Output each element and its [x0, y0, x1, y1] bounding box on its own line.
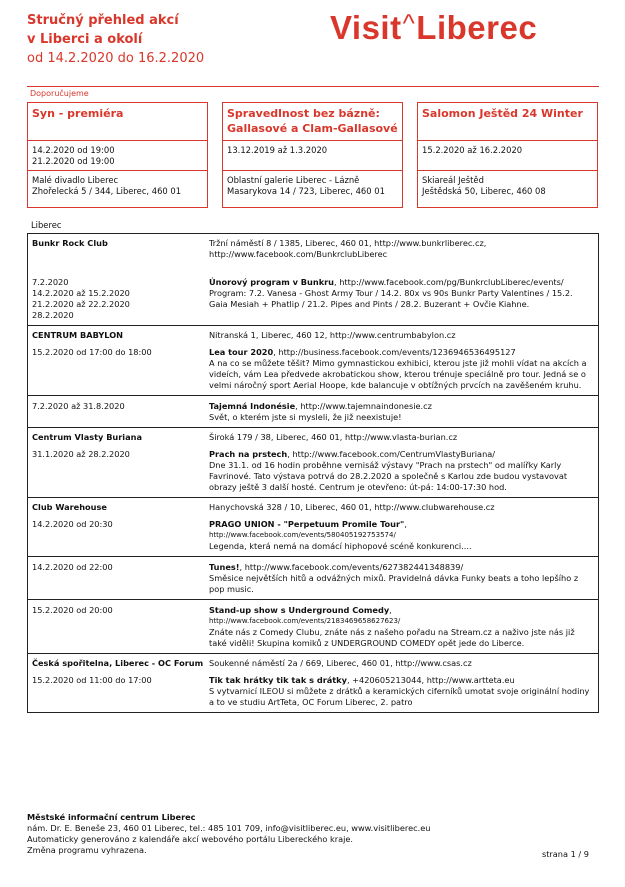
recommended-card — [222, 102, 403, 208]
venue-name: Club Warehouse — [32, 502, 107, 512]
event-info — [209, 675, 597, 708]
event-link: , — [389, 605, 392, 615]
event-row — [28, 263, 598, 325]
card-place: Malé divadlo Liberec Zhořelecká 5 / 344, Liberec, 460 01 — [32, 175, 182, 196]
venue-block — [28, 234, 598, 325]
venue-name: Centrum Vlasty Buriana — [32, 432, 142, 442]
event-row — [28, 344, 598, 395]
event-row — [28, 599, 598, 653]
event-info — [209, 401, 597, 423]
event-link: , http://www.facebook.com/events/627382441348839/ — [239, 562, 464, 572]
event-title: PRAGO UNION - "Perpetuum Promile Tour" — [209, 519, 405, 529]
event-title: Tajemná Indonésie — [209, 401, 296, 411]
venue-name: CENTRUM BABYLON — [32, 330, 124, 340]
date-range: od 14.2.2020 do 16.2.2020 — [27, 51, 205, 66]
venue-block — [28, 325, 598, 427]
event-title: Tik tak hrátky tik tak s drátky — [209, 675, 347, 685]
footer-address: nám. Dr. E. Beneše 23, 460 01 Liberec, tel.: 485 101 709, info@visitliberec.eu, www.visitliberec.eu — [27, 823, 431, 833]
footer-org: Městské informační centrum Liberec — [27, 812, 196, 822]
event-dates: 31.1.2020 až 28.2.2020 — [32, 449, 130, 459]
event-row — [28, 556, 598, 599]
event-description: Svět, o kterém jste si mysleli, že již neexistuje! — [209, 412, 402, 422]
venue-block — [28, 653, 598, 712]
venue-address: Hanychovská 328 / 10, Liberec, 460 01, http://www.clubwarehouse.cz — [209, 502, 495, 512]
venue-address: Široká 179 / 38, Liberec, 460 01, http://www.vlasta-burian.cz — [209, 432, 458, 442]
page-number: strana 1 / 9 — [541, 849, 589, 859]
event-title: Lea tour 2020 — [209, 347, 274, 357]
event-description: Směsice největších hitů a odvážných mixů. Pravidelná dávka Funky beats a toho lepšího z pop music. — [209, 573, 579, 594]
event-title: Stand-up show s Underground Comedy — [209, 605, 390, 615]
event-link: , http://www.tajemnaindonesie.cz — [295, 401, 432, 411]
event-link: , http://www.facebook.com/pg/BunkrclubLiberec/events/ — [334, 277, 564, 287]
event-row — [28, 446, 598, 497]
recommended-label: Doporučujeme — [30, 89, 89, 98]
event-dates: 14.2.2020 od 22:00 — [32, 562, 113, 572]
events-table — [27, 233, 599, 713]
footer — [27, 812, 599, 856]
visit-liberec-logo: Visit^Liberec — [330, 8, 538, 46]
event-description: Dne 31.1. od 16 hodin proběhne vernisáž výstavy "Prach na prstech" od malířky Karly Favrinové. Tato výstava potrvá do 28.2.2020 a společně s Karlou zde budou vystavovat obrazy ještě 3 další hosté. Centrum je otevřeno: út-pá: 14:00-17:30 hod. — [209, 460, 568, 492]
venue-address: Nitranská 1, Liberec, 460 12, http://www.centrumbabylon.cz — [209, 330, 456, 340]
venue-address: Tržní náměstí 8 / 1385, Liberec, 460 01, http://www.bunkrliberec.cz, http://www.facebook.com/BunkrclubLiberec — [209, 238, 487, 259]
event-info — [209, 605, 597, 649]
recommended-card — [417, 102, 598, 208]
event-info — [209, 519, 597, 552]
card-place: Oblastní galerie Liberec - Lázně Masarykova 14 / 723, Liberec, 460 01 — [227, 175, 385, 196]
event-link: , http://business.facebook.com/events/1236946536495127 — [273, 347, 516, 357]
event-dates: 15.2.2020 od 17:00 do 18:00 — [32, 347, 152, 357]
venue-block — [28, 497, 598, 653]
event-row — [28, 395, 598, 427]
card-place: Skiareál Ještěd Ještědská 50, Liberec, 460 08 — [422, 175, 546, 196]
event-title: Únorový program v Bunkru — [209, 277, 335, 287]
card-dates: 13.12.2019 až 1.3.2020 — [223, 141, 402, 171]
document-title — [27, 11, 317, 68]
event-dates: 7.2.2020 14.2.2020 až 15.2.2020 21.2.2020 až 22.2.2020 28.2.2020 — [32, 277, 130, 320]
venue-block — [28, 427, 598, 497]
event-info — [209, 449, 597, 493]
venue-address: Soukenné náměstí 2a / 669, Liberec, 460 01, http://www.csas.cz — [209, 658, 472, 668]
card-dates: 14.2.2020 od 19:00 21.2.2020 od 19:00 — [28, 141, 207, 171]
event-description: A na co se můžete těšit? Mimo gymnastickou exhibici, kterou jste již mohli vídat na akcích a videích, vám Lea předvede akrobatickou show, kterou trénuje speciálně pro tour. Jedná se o velmi náročný sport Aerial Hoope, kde balancuje v obtížných prvcích na zavěšeném kruhu. — [209, 358, 587, 390]
card-title: Spravedlnost bez bázně: Gallasové a Clam-Gallasové — [223, 103, 402, 141]
event-dates: 7.2.2020 až 31.8.2020 — [32, 401, 125, 411]
event-description: Znáte nás z Comedy Clubu, znáte nás z našeho pořadu na Stream.cz a naživo jste nás již také viděli! Skupina komiků z UNDERGROUND COMEDY opět jede do Liberce. — [209, 627, 575, 648]
event-link-small: http://www.facebook.com/events/2183469658627623/ — [209, 617, 401, 625]
event-link: , — [404, 519, 407, 529]
event-description: Legenda, která nemá na domácí hiphopové scéně konkurenci.... — [209, 541, 472, 551]
event-title: Prach na prstech — [209, 449, 288, 459]
event-dates: 15.2.2020 od 11:00 do 17:00 — [32, 675, 152, 685]
card-dates: 15.2.2020 až 16.2.2020 — [418, 141, 597, 171]
event-link: , +420605213044, http://www.artteta.eu — [346, 675, 515, 685]
recommended-section — [27, 86, 599, 206]
city-heading: Liberec — [31, 220, 62, 230]
event-description: Program: 7.2. Vanesa - Ghost Army Tour / 14.2. 80x vs 90s Bunkr Party Valentines / 15.2. Gaia Mesiah + Phatlip / 21.2. Pipes and Pints / 28.2. Buzerant + Ovčie Kiahne. — [209, 288, 573, 309]
footer-note: Změna programu vyhrazena. — [27, 845, 147, 855]
event-info — [209, 266, 597, 321]
venue-name: Česká spořitelna, Liberec - OC Forum — [32, 658, 204, 668]
title-line-2: v Liberci a okolí — [27, 32, 143, 47]
footer-note: Automaticky generováno z kalendáře akcí webového portálu Libereckého kraje. — [27, 834, 354, 844]
event-title: Tunes! — [209, 562, 240, 572]
event-dates: 15.2.2020 od 20:00 — [32, 605, 113, 615]
event-dates: 14.2.2020 od 20:30 — [32, 519, 113, 529]
event-description: S vytvarnicí ILEOU si můžete z drátků a keramických ciferníků umotat svoje originální hodiny a to ve studiu ArtTeta, OC Forum Liberec, 2. patro — [209, 686, 590, 707]
recommended-card — [27, 102, 208, 208]
title-line-1: Stručný přehled akcí — [27, 13, 179, 28]
event-info — [209, 562, 597, 595]
event-link-small: http://www.facebook.com/events/580405192753574/ — [209, 531, 396, 539]
event-row — [28, 672, 598, 712]
venue-name: Bunkr Rock Club — [32, 238, 108, 248]
event-info — [209, 347, 597, 391]
card-title: Syn - premiéra — [28, 103, 207, 141]
event-link: , http://www.facebook.com/CentrumVlastyBuriana/ — [287, 449, 496, 459]
card-title: Salomon Ještěd 24 Winter — [418, 103, 597, 141]
event-row — [28, 516, 598, 556]
